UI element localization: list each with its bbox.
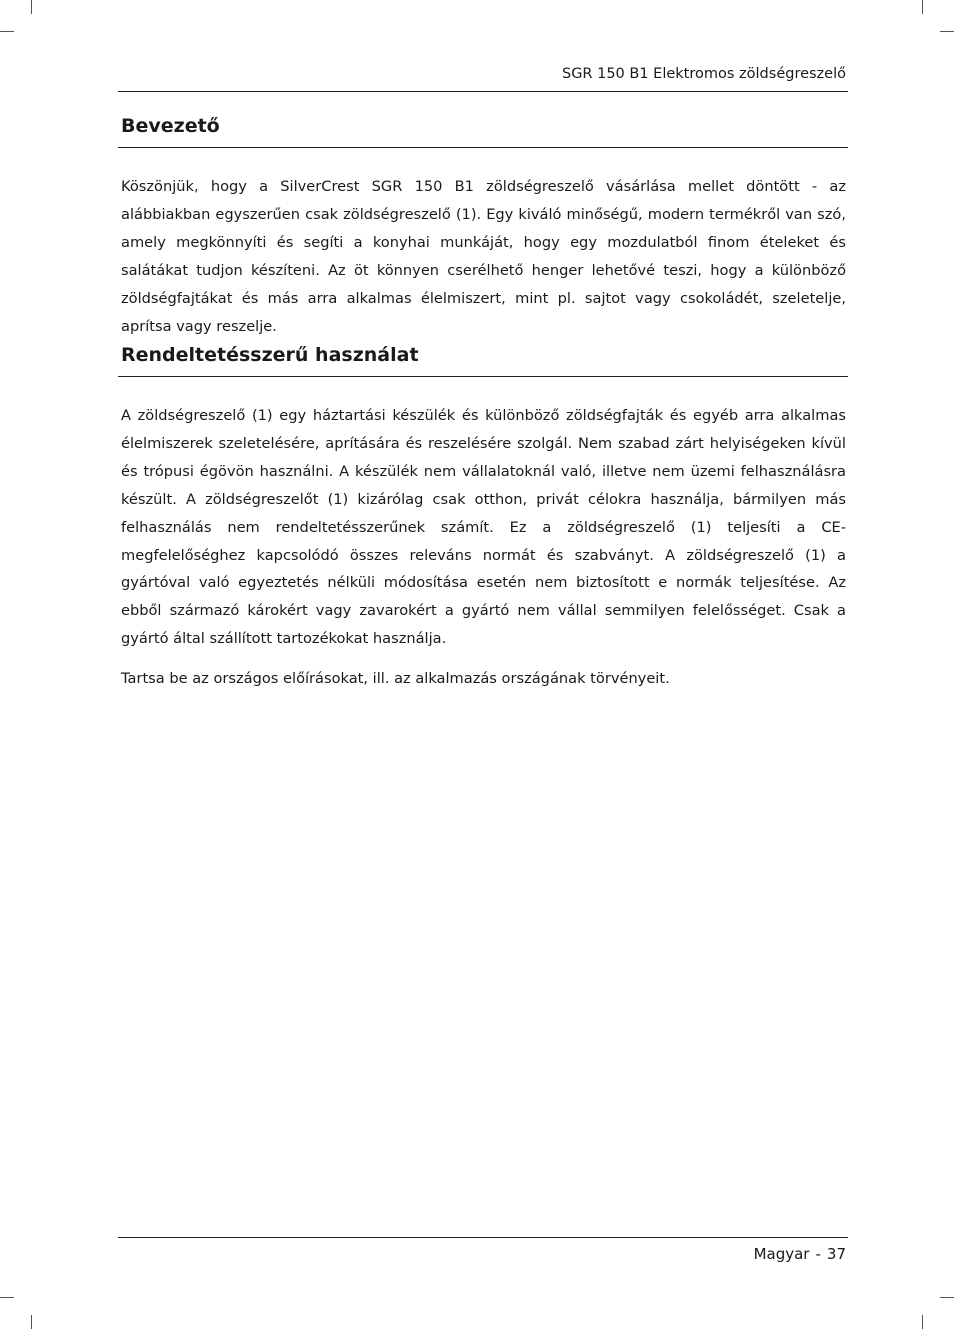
footer-rule [118, 1237, 848, 1238]
header-rule [118, 91, 848, 92]
section-rule [118, 147, 848, 148]
page-footer [118, 1243, 846, 1265]
section-rule [118, 376, 848, 377]
page-number: 37 [826, 1245, 846, 1263]
crop-mark [940, 31, 954, 32]
intended-use-paragraph: A zöldségreszelő (1) egy háztartási készülék és különböző zöldségfajták és egyéb arra alkalmas élelmiszerek szeletelésére, aprítására és reszelésére szolgál. Nem szabad zárt helyiségeken kívül és trópusi égövön használni. A készülék nem vállalatoknál való, illetve nem üzemi felhasználásra készült. A zöldségreszelőt (1) kizárólag csak otthon, privát célokra használja, bármilyen más felhasználás nem rendeltetésszerűnek számít. Ez a zöldségreszelő (1) teljesíti a CE-megfelelőséghez kapcsolódó összes releváns normát és szabványt. A zöldségreszelő (1) a gyártóval való egyeztetés nélküli módosítása esetén nem biztosított e normák teljesítése. Az ebből származó károkért vagy zavarokért a gyártó nem vállal semmilyen felelősséget. Csak a gyártó által szállított tartozékokat használja. [121, 407, 846, 648]
crop-mark [31, 1315, 32, 1329]
crop-mark [0, 31, 14, 32]
footer-language: Magyar [753, 1245, 810, 1263]
section-heading-intended-use: Rendeltetésszerű használat [121, 344, 419, 366]
crop-mark [31, 0, 32, 14]
crop-mark [940, 1297, 954, 1298]
regulations-paragraph: Tartsa be az országos előírásokat, ill. az alkalmazás országának törvényeit. [121, 670, 670, 687]
crop-mark [922, 1315, 923, 1329]
section-heading-introduction: Bevezető [121, 115, 220, 137]
crop-mark [922, 0, 923, 14]
crop-mark [0, 1297, 14, 1298]
running-header: SGR 150 B1 Elektromos zöldségreszelő [561, 66, 846, 82]
footer-separator: - [815, 1245, 821, 1263]
introduction-paragraph: Köszönjük, hogy a SilverCrest SGR 150 B1 zöldségreszelő vásárlása mellet döntött - az alábbiakban egyszerűen csak zöldségreszelő (1). Egy kiváló minőségű, modern termékről van szó, amely megkönnyíti és segíti a konyhai munkáját, hogy egy mozdulatból finom ételeket és salátákat tudjon készíteni. Az öt könnyen cserélhető henger lehetővé teszi, hogy a különböző zöldségfajtákat és más arra alkalmas élelmiszert, mint pl. sajtot vagy csokoládét, szeletelje, aprítsa vagy reszelje. [121, 178, 846, 335]
